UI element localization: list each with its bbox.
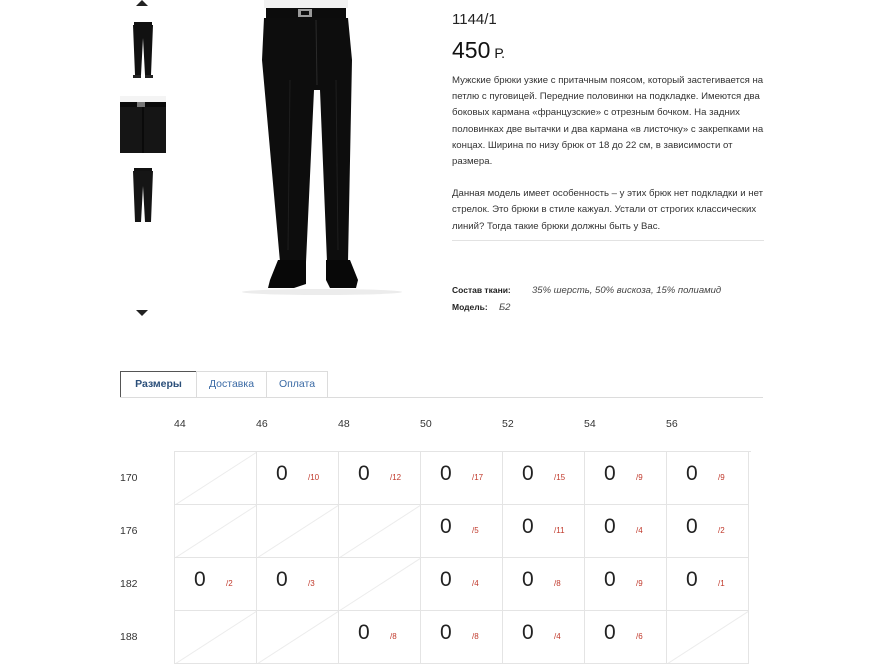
fabric-spec bbox=[452, 285, 721, 296]
cell-quantity: 0 bbox=[522, 621, 534, 644]
size-cell[interactable] bbox=[503, 452, 585, 505]
size-column-header: 50 bbox=[420, 418, 432, 430]
cell-quantity: 0 bbox=[686, 568, 698, 591]
size-cell[interactable] bbox=[585, 505, 667, 558]
size-cell-unavailable bbox=[175, 505, 257, 558]
cell-stock-count: /10 bbox=[308, 473, 320, 482]
size-cell[interactable] bbox=[257, 558, 339, 611]
size-cell[interactable] bbox=[667, 505, 749, 558]
cell-stock-count: /15 bbox=[554, 473, 566, 482]
cell-stock-count: /17 bbox=[472, 473, 484, 482]
cell-stock-count: /8 bbox=[554, 579, 561, 588]
size-cell-unavailable bbox=[257, 611, 339, 664]
cell-quantity: 0 bbox=[194, 568, 206, 591]
model-label: Модель: bbox=[452, 302, 488, 312]
cell-stock-count: /9 bbox=[718, 473, 725, 482]
tab-sizes[interactable]: Размеры bbox=[120, 371, 197, 398]
size-cell[interactable] bbox=[175, 558, 257, 611]
price-currency: Р. bbox=[494, 45, 505, 61]
size-column-header: 44 bbox=[174, 418, 186, 430]
cell-stock-count: /8 bbox=[472, 632, 479, 641]
cell-quantity: 0 bbox=[276, 568, 288, 591]
cell-quantity: 0 bbox=[522, 515, 534, 538]
size-cell[interactable] bbox=[257, 452, 339, 505]
size-cell-unavailable bbox=[175, 611, 257, 664]
cell-stock-count: /4 bbox=[636, 526, 643, 535]
size-cell[interactable] bbox=[585, 452, 667, 505]
tab-payment[interactable]: Оплата bbox=[266, 371, 328, 397]
size-cell[interactable] bbox=[503, 558, 585, 611]
cell-stock-count: /1 bbox=[718, 579, 725, 588]
size-cell-unavailable bbox=[339, 558, 421, 611]
thumbnail-waist-detail[interactable] bbox=[120, 96, 166, 153]
gallery-up-icon[interactable] bbox=[136, 0, 148, 6]
height-row-header: 170 bbox=[120, 472, 138, 484]
cell-stock-count: /8 bbox=[390, 632, 397, 641]
size-cell[interactable] bbox=[421, 558, 503, 611]
cell-stock-count: /12 bbox=[390, 473, 402, 482]
cell-stock-count: /6 bbox=[636, 632, 643, 641]
cell-quantity: 0 bbox=[358, 462, 370, 485]
cell-quantity: 0 bbox=[686, 515, 698, 538]
size-column-header: 46 bbox=[256, 418, 268, 430]
size-cell-unavailable bbox=[667, 611, 749, 664]
size-cell[interactable] bbox=[421, 611, 503, 664]
divider bbox=[452, 240, 764, 241]
cell-stock-count: /2 bbox=[718, 526, 725, 535]
cell-stock-count: /3 bbox=[308, 579, 315, 588]
model-value: Б2 bbox=[499, 302, 511, 313]
cell-quantity: 0 bbox=[440, 568, 452, 591]
size-cell[interactable] bbox=[503, 505, 585, 558]
fabric-label: Состав ткани: bbox=[452, 285, 511, 295]
thumbnail-back[interactable] bbox=[120, 166, 166, 226]
gallery-down-icon[interactable] bbox=[136, 310, 148, 316]
thumbnail-front[interactable] bbox=[120, 20, 166, 80]
cell-stock-count: /4 bbox=[554, 632, 561, 641]
size-column-header: 56 bbox=[666, 418, 678, 430]
model-spec bbox=[452, 302, 510, 313]
cell-quantity: 0 bbox=[358, 621, 370, 644]
size-cell[interactable] bbox=[421, 452, 503, 505]
size-cell-unavailable bbox=[257, 505, 339, 558]
size-cell[interactable] bbox=[585, 558, 667, 611]
product-sku: 1144/1 bbox=[452, 11, 497, 28]
size-cell-unavailable bbox=[175, 452, 257, 505]
cell-stock-count: /9 bbox=[636, 579, 643, 588]
cell-stock-count: /5 bbox=[472, 526, 479, 535]
fabric-value: 35% шерсть, 50% вискоза, 15% полиамид bbox=[532, 285, 722, 296]
price-value: 450 bbox=[452, 37, 491, 63]
size-cell[interactable] bbox=[667, 558, 749, 611]
cell-quantity: 0 bbox=[440, 515, 452, 538]
size-column-header: 52 bbox=[502, 418, 514, 430]
size-cell[interactable] bbox=[339, 452, 421, 505]
height-row-header: 182 bbox=[120, 578, 138, 590]
cell-quantity: 0 bbox=[522, 462, 534, 485]
size-cell[interactable] bbox=[667, 452, 749, 505]
tab-delivery[interactable]: Доставка bbox=[196, 371, 267, 397]
size-cell[interactable] bbox=[421, 505, 503, 558]
cell-quantity: 0 bbox=[276, 462, 288, 485]
cell-stock-count: /4 bbox=[472, 579, 479, 588]
cell-quantity: 0 bbox=[604, 515, 616, 538]
cell-quantity: 0 bbox=[686, 462, 698, 485]
cell-quantity: 0 bbox=[440, 621, 452, 644]
description-paragraph-1: Мужские брюки узкие с притачным поясом, который застегивается на петлю с пуговицей. Передние половинки на подкладке. Имеются два боковых кармана «французские» с отрезным бочком. На задних половинках две вытачки и два кармана «в листочку» с закрепками на концах. Ширина по низу брюк от 18 до 22 см, в зависимости от размера. bbox=[452, 75, 764, 168]
cell-stock-count: /11 bbox=[554, 526, 565, 535]
size-column-header: 48 bbox=[338, 418, 350, 430]
size-cell[interactable] bbox=[503, 611, 585, 664]
cell-stock-count: /2 bbox=[226, 579, 233, 588]
height-row-header: 188 bbox=[120, 631, 138, 643]
cell-quantity: 0 bbox=[604, 568, 616, 591]
description-paragraph-2: Данная модель имеет особенность – у этих брюк нет подкладки и нет стрелок. Это брюки в стиле кажуал. Устали от строгих классических линий? Тогда такие брюки должны быть у Вас. bbox=[452, 188, 764, 232]
cell-quantity: 0 bbox=[604, 462, 616, 485]
product-description bbox=[452, 73, 770, 251]
size-availability-grid bbox=[174, 451, 751, 664]
cell-quantity: 0 bbox=[604, 621, 616, 644]
tabs-baseline bbox=[120, 397, 763, 398]
cell-stock-count: /9 bbox=[636, 473, 643, 482]
size-column-header: 54 bbox=[584, 418, 596, 430]
size-cell[interactable] bbox=[585, 611, 667, 664]
product-main-image bbox=[224, 0, 420, 297]
cell-quantity: 0 bbox=[440, 462, 452, 485]
size-cell[interactable] bbox=[339, 611, 421, 664]
height-row-header: 176 bbox=[120, 525, 138, 537]
cell-quantity: 0 bbox=[522, 568, 534, 591]
product-price bbox=[452, 37, 505, 64]
size-cell-unavailable bbox=[339, 505, 421, 558]
